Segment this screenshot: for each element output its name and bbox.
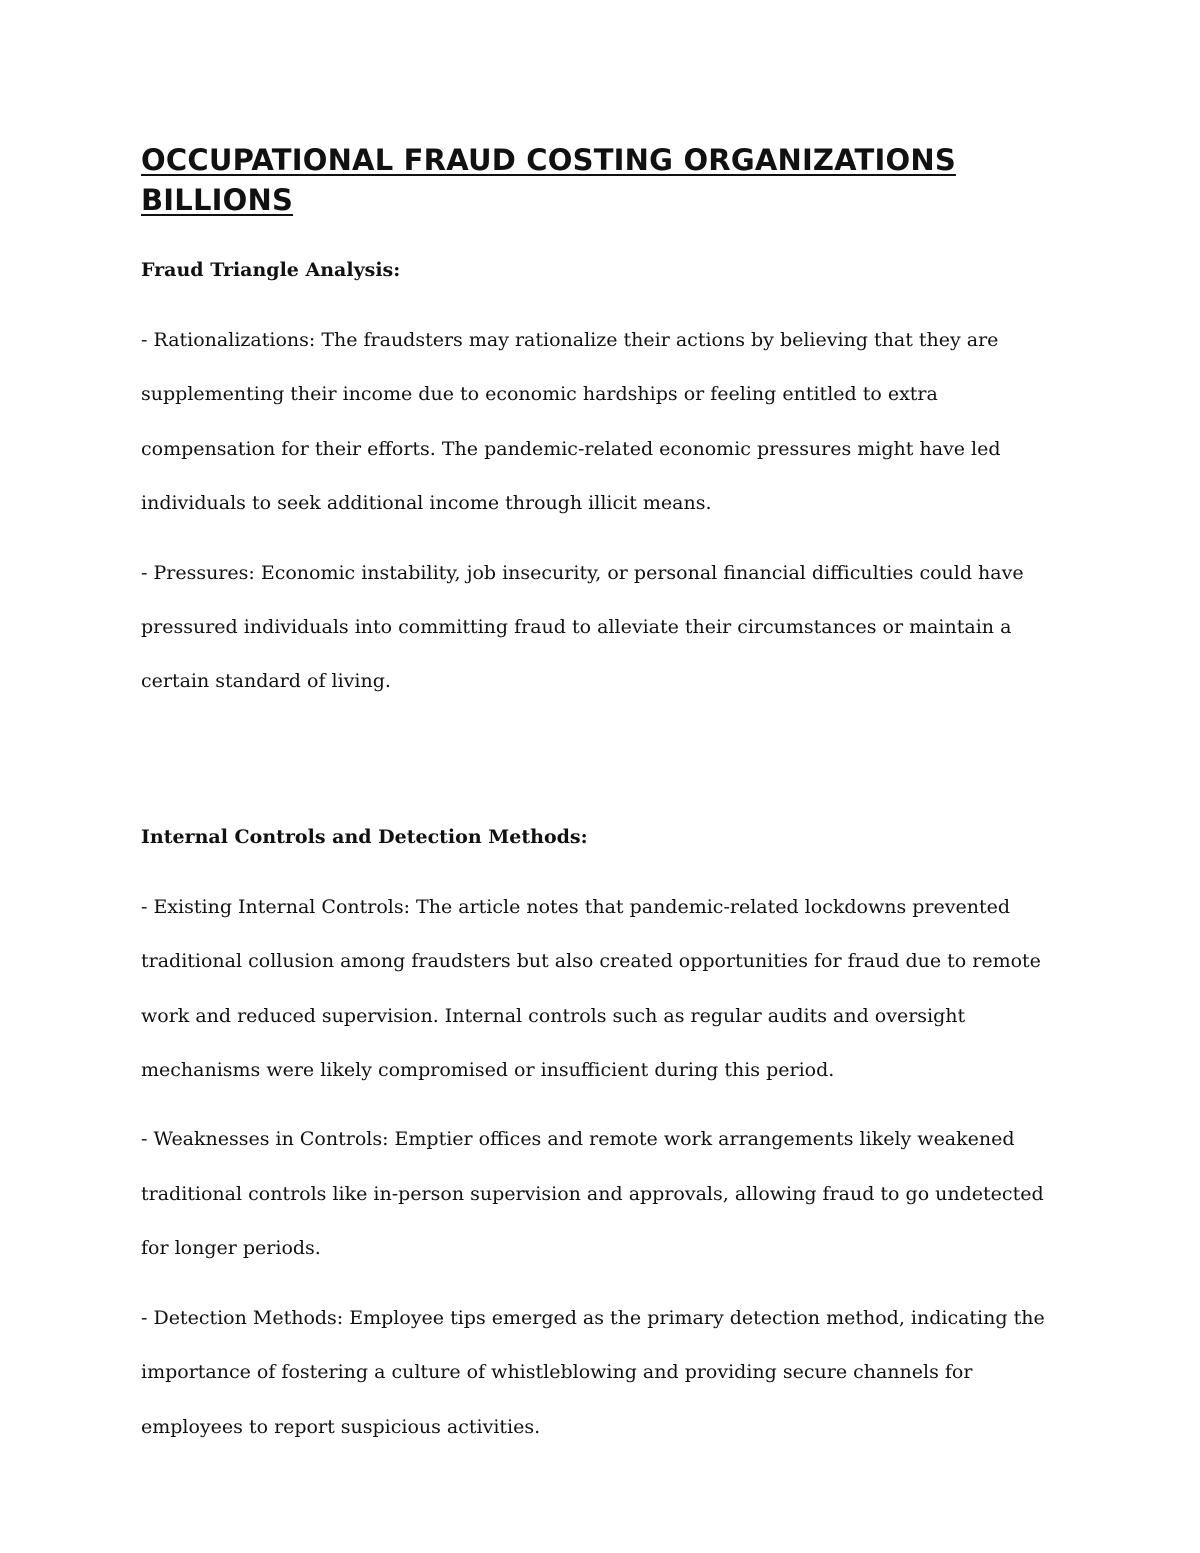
section-heading-fraud-triangle: Fraud Triangle Analysis:	[141, 259, 401, 281]
section-heading-internal-controls: Internal Controls and Detection Methods:	[141, 825, 588, 848]
paragraph-detection-methods: - Detection Methods: Employee tips emerged as the primary detection method, indicating the importance of fostering a culture of whistleblowing and providing secure channels for employees to report suspicious activities.	[141, 1306, 1045, 1438]
paragraph-rationalizations: - Rationalizations: The fraudsters may rationalize their actions by believing that they are supplementing their income due to economic hardships or feeling entitled to extra compensation for their efforts. The pandemic-related economic pressures might have led individuals to seek additional income through illicit means.	[141, 329, 1001, 515]
document-page	[141, 140, 1071, 1454]
paragraph-pressures: - Pressures: Economic instability, job insecurity, or personal financial difficulties could have pressured individuals into committing fraud to alleviate their circumstances or maintain a certain standard of living.	[141, 561, 1024, 693]
paragraph-weaknesses: - Weaknesses in Controls: Emptier offices and remote work arrangements likely weakened traditional controls like in-person supervision and approvals, allowing fraud to go undetected for longer periods.	[141, 1128, 1044, 1260]
document-title: OCCUPATIONAL FRAUD COSTING ORGANIZATIONS BILLIONS	[141, 143, 956, 217]
paragraph-existing-controls: - Existing Internal Controls: The article notes that pandemic-related lockdowns prevented traditional collusion among fraudsters but also created opportunities for fraud due to remote work and reduced supervision. Internal controls such as regular audits and oversight mechanisms were likely compromised or insufficient during this period.	[141, 895, 1041, 1082]
